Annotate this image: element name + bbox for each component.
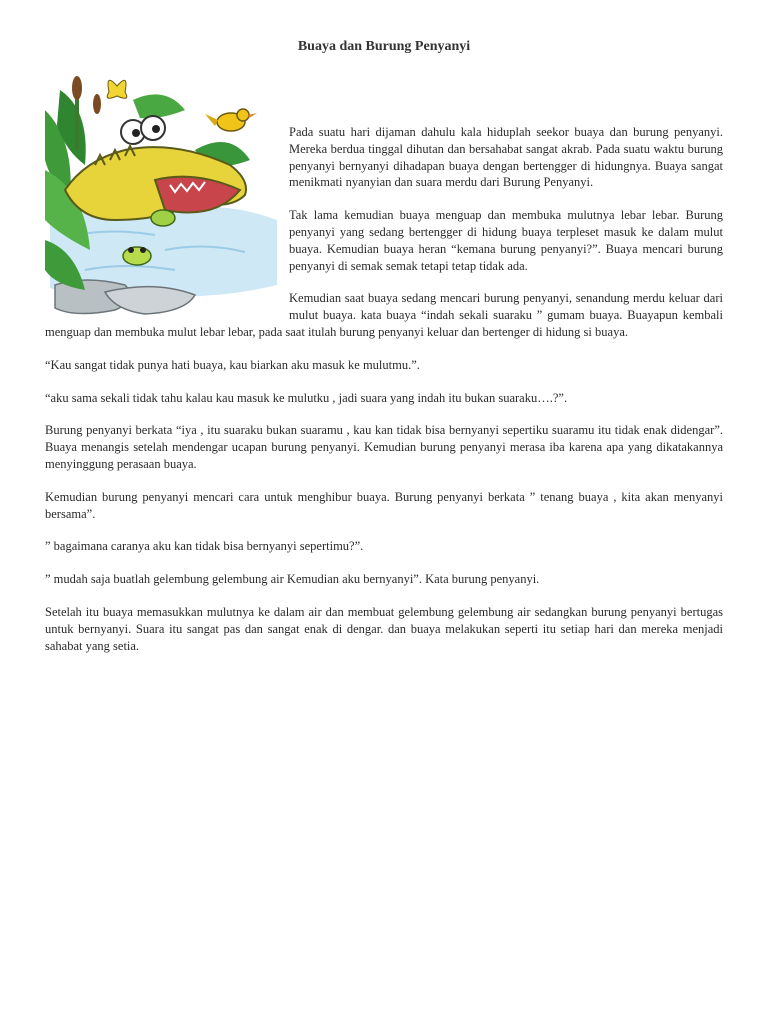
story-paragraph: Setelah itu buaya memasukkan mulutnya ke dalam air dan membuat gelembung gelembung air sedangkan burung penyanyi bertugas untuk bernyanyi. Suara itu sangat pas dan sangat enak di dengar. dan buaya melakukan seperti itu setiap hari dan mereka menjadi sahabat yang setia.	[45, 604, 723, 653]
story-paragraph: Pada suatu hari dijaman dahulu kala hiduplah seekor buaya dan burung penyanyi. Mereka berdua tinggal dihutan dan bersahabat sangat akrab. Pada suatu waktu burung penyanyi bernyanyi dihadapan buaya dengan bertengger di hidungnya. Buaya sangat menikmati nyanyian dan suara merdu dari Burung Penyanyi.	[289, 125, 723, 190]
story-paragraph: Burung penyanyi berkata “iya , itu suaraku bukan suaramu , kau kan tidak bisa bernyanyi sepertiku suaramu itu tidak enak didengar”. Buaya menangis setelah mendengar ucapan burung penyanyi. Kemudian burung penyanyi merasa iba karena apa yang dikatakannya menyinggung perasaan buaya.	[45, 423, 723, 471]
story-paragraph: Kemudian saat buaya sedang mencari burung penyanyi, senandung merdu keluar dari mulut buaya. kata buaya “indah sekali suaraku ” gumam buaya. Buayapun kembali menguap dan membuka mulut lebar lebar, pada saat itulah burung penyanyi keluar dan bertenger di hidung si buaya.	[45, 291, 723, 339]
story-paragraph: “Kau sangat tidak punya hati buaya, kau biarkan aku masuk ke mulutmu.”.	[45, 357, 420, 372]
story-paragraph: ” mudah saja buatlah gelembung gelembung air Kemudian aku bernyanyi”. Kata burung penyanyi.	[45, 572, 540, 587]
story-paragraph: “aku sama sekali tidak tahu kalau kau masuk ke mulutku , jadi suara yang indah itu bukan suaraku….?”.	[45, 390, 568, 405]
story-paragraph: ” bagaimana caranya aku kan tidak bisa bernyanyi sepertimu?”.	[45, 539, 364, 554]
illustration-float-spacer	[45, 124, 289, 322]
story-paragraph: Kemudian burung penyanyi mencari cara untuk menghibur buaya. Burung penyanyi berkata ” tenang buaya , kita akan menyanyi bersama”.	[45, 489, 723, 521]
document-title: Buaya dan Burung Penyanyi	[297, 39, 471, 54]
story-body	[45, 124, 723, 670]
story-paragraph: Tak lama kemudian buaya menguap dan membuka mulutnya lebar lebar. Burung penyanyi yang sedang bertengger di hidung buaya terpleset masuk ke dalam mulut buaya. Kemudian buaya heran “kemana burung penyanyi?”. Buaya mencari burung penyanyi di semak semak tetapi tetap tidak ada.	[289, 208, 723, 273]
